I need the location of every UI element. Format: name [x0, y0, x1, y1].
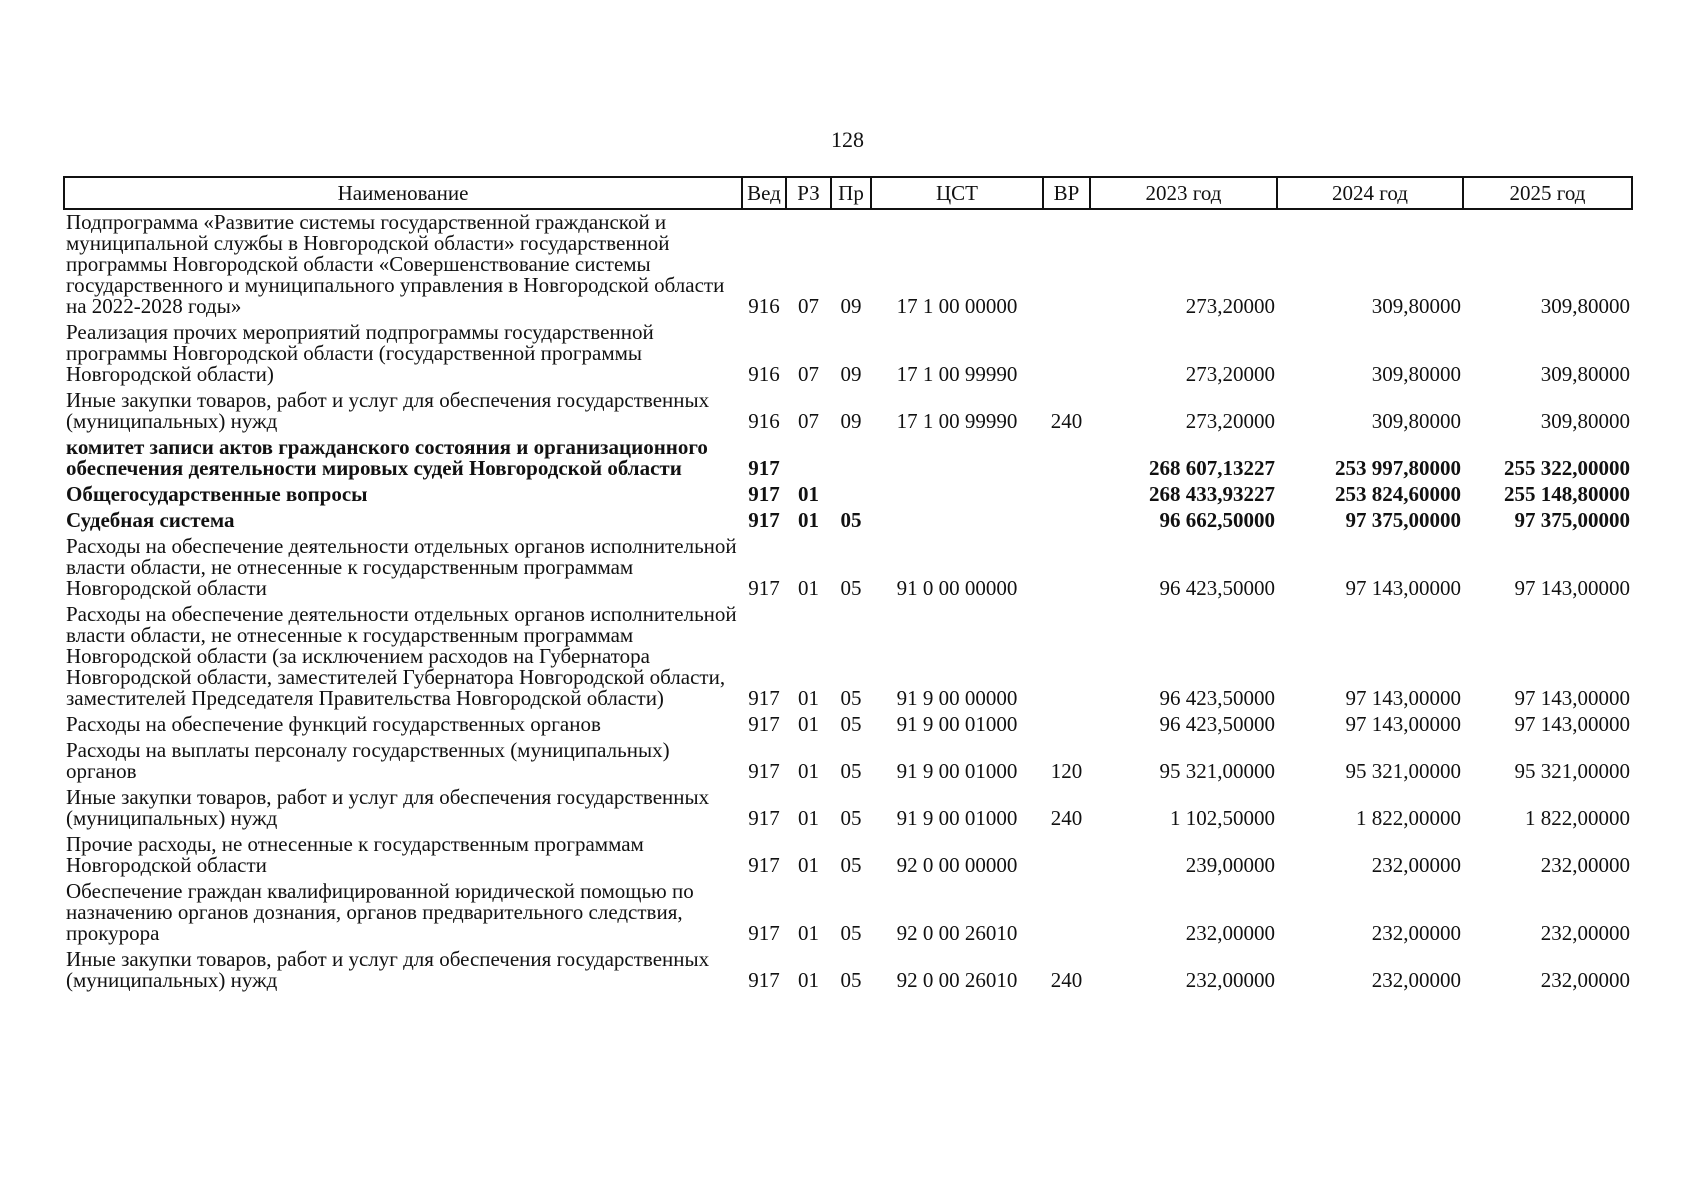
cell-rz: 07 — [798, 409, 819, 433]
cell-name: Расходы на обеспечение деятельности отдельных органов исполнительной власти области, не отнесенные к государственным программам Новгородской области (за исключением расходов на Губернатора Новгородской области, заместителей Губернатора Новгородской области, заместителей Председателя Правительства Новгородской области) — [66, 602, 737, 710]
cell-2025: 232,00000 — [1540, 853, 1630, 877]
cell-ved: 917 — [748, 853, 780, 877]
cell-name: Иные закупки товаров, работ и услуг для обеспечения государственных (муниципальных) нужд — [66, 947, 710, 992]
cell-2025: 1 822,00000 — [1525, 806, 1630, 830]
cell-name: комитет записи актов гражданского состояния и организационного обеспечения деятельности мировых судей Новгородской области — [66, 435, 708, 480]
cell-cst — [871, 482, 1043, 508]
cell-2023: 1 102,50000 — [1170, 806, 1275, 830]
cell-rz: 01 — [798, 759, 819, 783]
cell-ved: 917 — [748, 921, 780, 945]
cell-name: Общегосударственные вопросы — [66, 482, 368, 506]
header-2024: 2024 год — [1277, 177, 1463, 209]
cell-2023: 273,20000 — [1185, 294, 1275, 318]
cell-2024: 1 822,00000 — [1356, 806, 1461, 830]
cell-vr — [1043, 602, 1090, 712]
page-number: 128 — [831, 127, 864, 152]
cell-2025: 232,00000 — [1540, 921, 1630, 945]
cell-rz: 01 — [798, 576, 819, 600]
cell-2025: 97 375,00000 — [1514, 508, 1630, 532]
cell-2023: 232,00000 — [1185, 921, 1275, 945]
cell-cst: 17 1 00 00000 — [896, 294, 1018, 318]
header-vr: ВР — [1043, 177, 1090, 209]
cell-2025: 309,80000 — [1540, 362, 1630, 386]
table-row — [64, 482, 1632, 508]
cell-ved: 916 — [748, 409, 780, 433]
cell-cst: 91 9 00 00000 — [896, 686, 1018, 710]
header-ved: Вед — [742, 177, 786, 209]
cell-2024: 253 997,80000 — [1335, 456, 1461, 480]
cell-vr — [1043, 508, 1090, 534]
table-body — [64, 209, 1632, 994]
cell-vr — [1043, 482, 1090, 508]
header-rz: РЗ — [786, 177, 831, 209]
cell-name: Иные закупки товаров, работ и услуг для обеспечения государственных (муниципальных) нужд — [66, 785, 710, 830]
cell-ved: 917 — [748, 968, 780, 992]
cell-ved: 917 — [748, 806, 780, 830]
table-row — [64, 388, 1632, 435]
cell-ved: 917 — [748, 576, 780, 600]
table-row — [64, 832, 1632, 879]
cell-pr: 05 — [840, 853, 862, 877]
budget-table — [63, 176, 1633, 994]
cell-cst: 91 9 00 01000 — [896, 712, 1018, 736]
cell-2024: 95 321,00000 — [1345, 759, 1461, 783]
cell-2023: 96 423,50000 — [1159, 686, 1275, 710]
cell-rz: 07 — [798, 294, 819, 318]
cell-ved: 916 — [748, 294, 780, 318]
cell-2025: 255 322,00000 — [1504, 456, 1630, 480]
cell-2023: 232,00000 — [1185, 968, 1275, 992]
cell-2025: 255 148,80000 — [1504, 482, 1630, 506]
cell-2024: 253 824,60000 — [1335, 482, 1461, 506]
table-row — [64, 738, 1632, 785]
table-row — [64, 712, 1632, 738]
cell-ved: 916 — [748, 362, 780, 386]
cell-2024: 97 143,00000 — [1345, 576, 1461, 600]
cell-rz: 07 — [798, 362, 819, 386]
cell-ved: 917 — [748, 508, 780, 532]
cell-2025: 232,00000 — [1540, 968, 1630, 992]
cell-pr: 09 — [840, 362, 862, 386]
cell-ved: 917 — [748, 759, 780, 783]
cell-2023: 239,00000 — [1185, 853, 1275, 877]
cell-2024: 309,80000 — [1371, 294, 1461, 318]
cell-2024: 97 143,00000 — [1345, 686, 1461, 710]
cell-pr: 05 — [840, 806, 862, 830]
table-row — [64, 508, 1632, 534]
cell-2024: 232,00000 — [1371, 921, 1461, 945]
cell-2025: 97 143,00000 — [1514, 712, 1630, 736]
cell-ved: 917 — [748, 712, 780, 736]
cell-rz: 01 — [798, 712, 819, 736]
cell-2024: 232,00000 — [1371, 853, 1461, 877]
cell-rz: 01 — [798, 482, 819, 506]
cell-cst — [871, 508, 1043, 534]
cell-name: Подпрограмма «Развитие системы государственной гражданской и муниципальной службы в Новгородской области» государственной программы Новгородской области «Совершенствование системы государственного и муниципального управления в Новгородской области на 2022-2028 годы» — [66, 210, 725, 318]
header-2025: 2025 год — [1463, 177, 1632, 209]
cell-2023: 96 423,50000 — [1159, 712, 1275, 736]
cell-cst — [871, 435, 1043, 482]
cell-vr — [1043, 879, 1090, 947]
cell-pr: 09 — [840, 294, 862, 318]
table-header — [64, 177, 1632, 209]
cell-rz — [786, 435, 831, 482]
cell-2025: 97 143,00000 — [1514, 686, 1630, 710]
table-row — [64, 785, 1632, 832]
cell-vr: 240 — [1050, 409, 1083, 433]
cell-vr — [1043, 712, 1090, 738]
cell-name: Обеспечение граждан квалифицированной юридической помощью по назначению органов дознания, органов предварительного следствия, прокурора — [66, 879, 694, 945]
cell-2025: 95 321,00000 — [1514, 759, 1630, 783]
cell-cst: 92 0 00 26010 — [896, 968, 1018, 992]
cell-pr: 05 — [840, 508, 862, 532]
cell-2024: 97 143,00000 — [1345, 712, 1461, 736]
cell-2023: 268 607,13227 — [1149, 456, 1275, 480]
cell-pr: 05 — [840, 759, 862, 783]
cell-2023: 273,20000 — [1185, 409, 1275, 433]
cell-rz: 01 — [798, 921, 819, 945]
cell-pr: 05 — [840, 968, 862, 992]
cell-pr: 05 — [840, 576, 862, 600]
cell-name: Расходы на выплаты персоналу государственных (муниципальных) органов — [66, 738, 670, 783]
cell-vr: 120 — [1050, 759, 1083, 783]
cell-vr — [1043, 209, 1090, 320]
cell-2024: 97 375,00000 — [1345, 508, 1461, 532]
cell-2023: 96 423,50000 — [1159, 576, 1275, 600]
cell-cst: 92 0 00 00000 — [896, 853, 1018, 877]
cell-2024: 232,00000 — [1371, 968, 1461, 992]
cell-name: Прочие расходы, не отнесенные к государственным программам Новгородской области — [66, 832, 644, 877]
cell-ved: 917 — [748, 482, 780, 506]
cell-vr: 240 — [1050, 968, 1083, 992]
cell-pr: 05 — [840, 921, 862, 945]
cell-2023: 273,20000 — [1185, 362, 1275, 386]
cell-rz: 01 — [798, 853, 819, 877]
cell-2025: 309,80000 — [1540, 294, 1630, 318]
cell-2024: 309,80000 — [1371, 362, 1461, 386]
cell-rz: 01 — [798, 686, 819, 710]
cell-cst: 17 1 00 99990 — [896, 362, 1018, 386]
cell-2023: 268 433,93227 — [1149, 482, 1275, 506]
cell-rz: 01 — [798, 806, 819, 830]
cell-vr — [1043, 534, 1090, 602]
table-row — [64, 947, 1632, 994]
cell-name: Реализация прочих мероприятий подпрограммы государственной программы Новгородской области (государственной программы Новгородской области) — [66, 320, 654, 386]
cell-cst: 92 0 00 26010 — [896, 921, 1018, 945]
header-2023: 2023 год — [1090, 177, 1277, 209]
cell-name: Судебная система — [66, 508, 235, 532]
table-row — [64, 320, 1632, 388]
cell-rz: 01 — [798, 508, 819, 532]
cell-rz: 01 — [798, 968, 819, 992]
cell-cst: 91 9 00 01000 — [896, 806, 1018, 830]
cell-ved: 917 — [748, 456, 780, 480]
table-row — [64, 602, 1632, 712]
cell-name: Расходы на обеспечение функций государственных органов — [66, 712, 601, 736]
table-row — [64, 435, 1632, 482]
table-row — [64, 209, 1632, 320]
table-row — [64, 534, 1632, 602]
cell-name: Расходы на обеспечение деятельности отдельных органов исполнительной власти области, не отнесенные к государственным программам Новгородской области — [66, 534, 737, 600]
cell-pr: 09 — [840, 409, 862, 433]
cell-pr: 05 — [840, 712, 862, 736]
cell-vr: 240 — [1050, 806, 1083, 830]
cell-pr — [831, 435, 871, 482]
cell-vr — [1043, 320, 1090, 388]
cell-2025: 309,80000 — [1540, 409, 1630, 433]
cell-pr: 05 — [840, 686, 862, 710]
cell-2023: 95 321,00000 — [1159, 759, 1275, 783]
cell-vr — [1043, 435, 1090, 482]
cell-pr — [831, 482, 871, 508]
header-cst: ЦСТ — [871, 177, 1043, 209]
cell-vr — [1043, 832, 1090, 879]
cell-ved: 917 — [748, 686, 780, 710]
cell-name: Иные закупки товаров, работ и услуг для обеспечения государственных (муниципальных) нужд — [66, 388, 710, 433]
cell-2023: 96 662,50000 — [1159, 508, 1275, 532]
cell-2024: 309,80000 — [1371, 409, 1461, 433]
table-row — [64, 879, 1632, 947]
cell-cst: 17 1 00 99990 — [896, 409, 1018, 433]
cell-cst: 91 9 00 01000 — [896, 759, 1018, 783]
header-row — [64, 177, 1632, 209]
cell-2025: 97 143,00000 — [1514, 576, 1630, 600]
cell-cst: 91 0 00 00000 — [896, 576, 1018, 600]
header-name: Наименование — [64, 177, 742, 209]
header-pr: Пр — [831, 177, 871, 209]
